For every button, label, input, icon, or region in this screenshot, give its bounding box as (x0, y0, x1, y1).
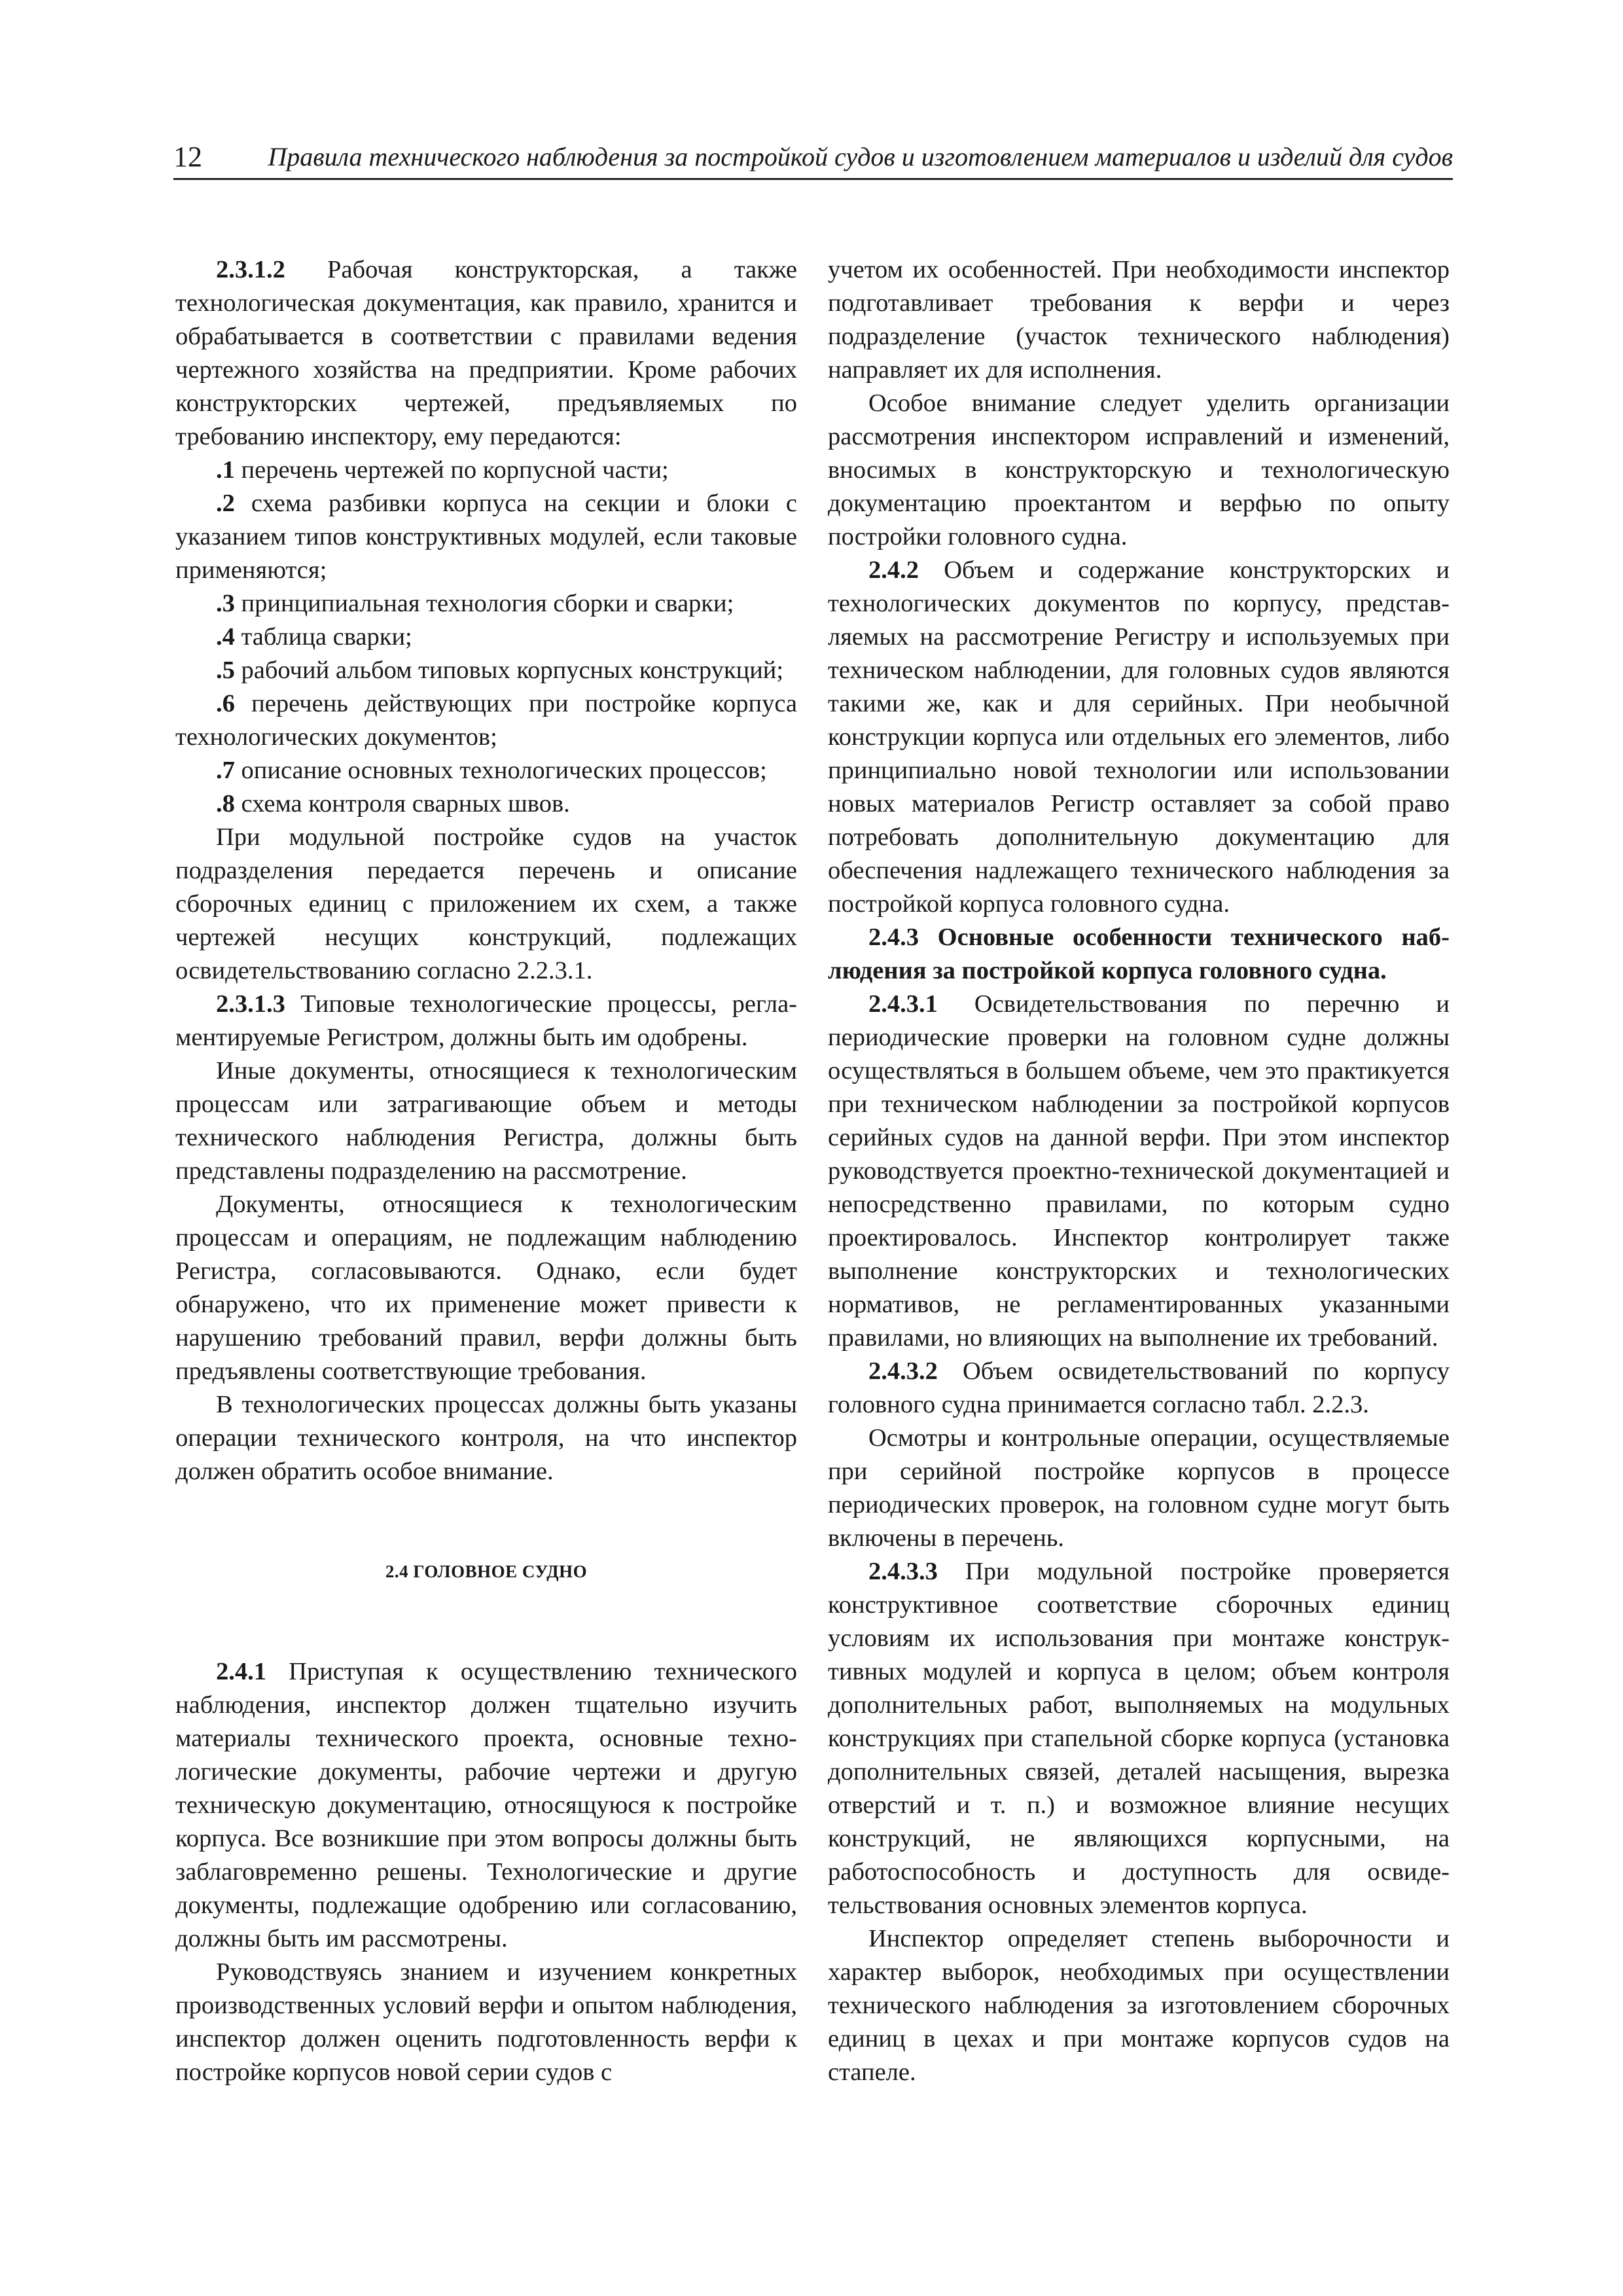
clause-number: 2.4.1 (216, 1658, 266, 1685)
clause-number: 2.3.1.2 (216, 256, 285, 283)
item-number: .3 (216, 590, 235, 617)
paragraph-2-4-1 (175, 1655, 797, 1956)
paragraph-other-docs: Иные документы, относящиеся к технологическим процессам или затрагивающие объем и методы технического наблюдения Регистра, должны быть представлены подразделению на рассмотрение. (175, 1057, 797, 1185)
spacer (175, 1488, 797, 1555)
paragraph-modular: При модульной постройке судов на участок подразделения передается перечень и описание сборочных единиц с приложением их схем, а также чертежей несущих конструкций, подлежащих освидетельствованию согласно 2.2.3.1. (175, 823, 797, 984)
list-item (175, 687, 797, 754)
item-number: .1 (216, 456, 235, 484)
paragraph-2-3-1-3 (175, 988, 797, 1054)
paragraph-tech-processes: В технологических процессах должны быть указаны операции технического контроля, на что инспектор должен обратить особое внимание. (175, 1391, 797, 1485)
section-heading: 2.4 ГОЛОВНОЕ СУДНО (385, 1562, 588, 1581)
paragraph-text: Рабочая конструкторская, а также технологическая документация, как правило, хранится и обрабатывается в соответствии с правилами ведения чертежного хозяйства на предприятии. Кроме рабочих конструкторских чертежей, предъявляемых по требованию инспектору, ему передаются: (175, 256, 797, 450)
item-text: таблица сварки; (234, 623, 412, 651)
paragraph-inspector-determines: Инспектор определяет степень выборочности и характер выборок, необходимых при осуществлении технического наблюдения за изготовлением сборочных единиц в цехах и при монтаже корпусов судов на стапеле. (828, 1925, 1450, 2086)
list-item (175, 787, 797, 821)
list-item (175, 620, 797, 654)
item-number: .6 (216, 690, 235, 717)
clause-number: 2.4.2 (868, 556, 919, 584)
item-text: перечень действующих при постройке корпуса технологических документов; (175, 690, 797, 751)
item-text: описание основных технологических процессов; (234, 757, 767, 784)
paragraph-2-4-2 (828, 554, 1450, 921)
left-column (175, 253, 797, 2089)
paragraph-text: При модульной постройке проверяется конструктивное соответствие сборочных единиц условиям их использования при монтаже конструктивных модулей и корпуса в целом; объем контроля дополнительных работ, выполняемых на модульных конструкциях при стапельной сборке корпуса (установка дополнительных связей, деталей насыщения, вырезка отверстий и т. п.) и возможное влияние несущих конструкций, не являющихся корпусными, на работоспособность и доступность для освидетельствования основных элементов корпуса. (828, 1558, 1450, 1919)
paragraph-text: Объем и содержание конструкторских и технологических документов по корпусу, представляемых на рассмотрение Регистру и используемых при техническом наблюдении, для головных судов являются такими же, как и для серийных. При необычной конструкции корпуса или отдельных его элементов, либо принципиально новой технологии или использовании новых материалов Регистр оставляет за собой право потребовать дополнительную документацию для обеспечения надлежащего технического наблюдения за постройкой корпуса головного судна. (828, 556, 1450, 918)
paragraph-documents: Документы, относящиеся к технологическим процессам и операциям, не подлежащим наблюдению Регистра, согласовываются. Однако, если будет обнаружено, что их применение может привести к нарушению требований правил, верфи должны быть предъявлены соответствующие требования. (175, 1191, 797, 1385)
paragraph-text: Объем освидетельствований по корпусу головного судна принимается согласно табл. 2.2.3. (828, 1357, 1450, 1418)
item-number: .8 (216, 790, 235, 817)
list-item (175, 454, 797, 487)
paragraph-text: Освидетельствования по перечню и периодические проверки на головном судне должны осуществляться в большем объеме, чем это практикуется при техническом наблюдении за постройкой корпусов серийных судов на данной верфи. При этом инспектор руководствуется проектно-технической документацией и непосредственно правилами, по которым судно проектировалось. Инспектор контролирует также выполнение конструкторских и технологических нормативов, не регламентированных указанными правилами, но влияющих на выполнение их требований. (828, 990, 1450, 1352)
item-text: рабочий альбом типовых корпусных конструкций; (234, 656, 784, 684)
list-item (175, 587, 797, 620)
clause-number: 2.3.1.3 (216, 990, 285, 1018)
item-text: схема контроля сварных швов. (234, 790, 570, 817)
item-text: принципиальная технология сборки и сварки; (234, 590, 734, 617)
clause-number: 2.4.3.1 (868, 990, 938, 1018)
paragraph-2-4-3-3 (828, 1555, 1450, 1922)
paragraph-2-3-1-2 (175, 253, 797, 454)
paragraph-text: Приступая к осуществлению технического наблюдения, инспектор должен тщательно изучить материалы технического проекта, основные технологические документы, рабочие чертежи и другую техническую документацию, относящуюся к постройке корпуса. Все возникшие при этом вопросы должны быть заблаговременно решены. Технологические и другие документы, подлежащие одобрению или согласованию, должны быть им рассмотрены. (175, 1658, 797, 1952)
paragraph-guided: Руководствуясь знанием и изучением конкретных производственных условий верфи и опытом наблюдения, инспектор должен оценить подготовленность верфи к постройке корпусов новой серии судов с (175, 1958, 797, 2086)
paragraph-2-4-3-2 (828, 1355, 1450, 1422)
item-text: перечень чертежей по корпусной части; (234, 456, 669, 484)
clause-number: 2.4.3.3 (868, 1558, 938, 1585)
header-rule (173, 178, 1453, 180)
item-text: схема разбивки корпуса на секции и блоки с указанием типов конструктивных модулей, если таковые применяются; (175, 490, 797, 584)
paragraph-continuation: учетом их особенностей. При необходимости инспектор подготавливает требования к верфи и через подразделение (участок технического наблюдения) направляет их для исполнения. (828, 256, 1450, 384)
running-title: Правила технического наблюдения за постройкой судов и изготовлением материалов и изделий для судов (268, 142, 1453, 171)
item-number: .2 (216, 490, 235, 517)
clause-number: 2.4.3.2 (868, 1357, 938, 1385)
item-number: .7 (216, 757, 235, 784)
paragraph-2-4-3-1 (828, 988, 1450, 1355)
list-item (175, 754, 797, 787)
paragraph-text: Типовые технологические процессы, регламентируемые Регистром, должны быть им одобрены. (175, 990, 797, 1051)
list-item (175, 654, 797, 687)
right-column (828, 253, 1450, 2089)
paragraph-inspections: Осмотры и контрольные операции, осуществляемые при серийной постройке корпусов в процессе периодических проверок, на головном судне могут быть включены в перечень. (828, 1424, 1450, 1552)
paragraph-2-4-3-heading: 2.4.3 Основные особенности технического наблюдения за постройкой корпуса головного судна. (828, 924, 1450, 984)
item-number: .4 (216, 623, 235, 651)
paragraph-special-attention: Особое внимание следует уделить организации рассмотрения инспектором исправлений и изменений, вносимых в конструкторскую и технологическую документацию проектантом и верфью по опыту постройки головного судна. (828, 389, 1450, 550)
list-item (175, 487, 797, 587)
spacer (175, 1588, 797, 1655)
item-number: .5 (216, 656, 235, 684)
page-number: 12 (173, 141, 202, 173)
